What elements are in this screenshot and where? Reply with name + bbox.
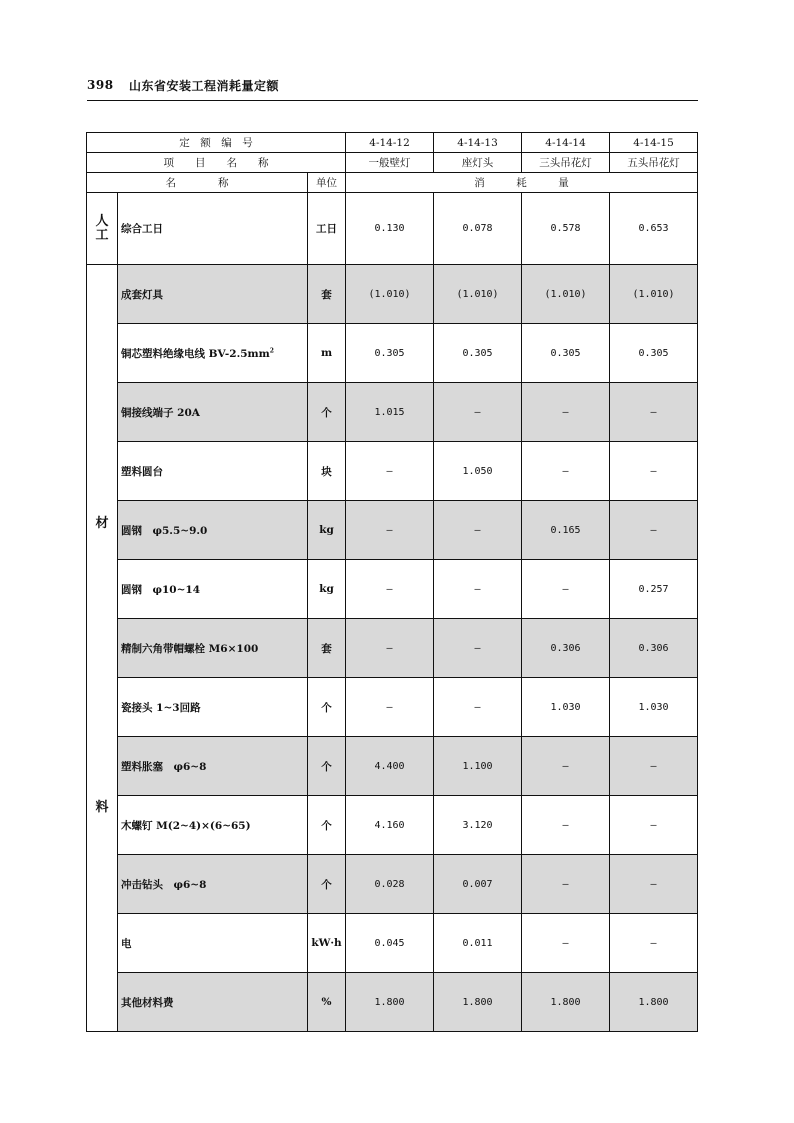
row-unit: 个 xyxy=(308,678,346,737)
row-value: 0.578 xyxy=(522,193,610,265)
row-value: 0.078 xyxy=(434,193,522,265)
row-name-text: 圆钢 φ5.5~9.0 xyxy=(121,524,208,537)
row-value: 0.306 xyxy=(610,619,698,678)
row-name xyxy=(118,973,308,1032)
material-row xyxy=(87,442,698,501)
row-name-text: 电 xyxy=(121,937,132,950)
row-value: — xyxy=(522,855,610,914)
row-unit: kg xyxy=(308,560,346,619)
row-unit: 个 xyxy=(308,796,346,855)
row-value: 1.800 xyxy=(610,973,698,1032)
row-name-text: 其他材料费 xyxy=(121,996,174,1009)
row-value: — xyxy=(522,442,610,501)
header-item-name-label: 项 目 名 称 xyxy=(87,153,346,173)
row-value: — xyxy=(522,737,610,796)
row-name xyxy=(118,619,308,678)
row-value: 1.800 xyxy=(522,973,610,1032)
row-value: — xyxy=(346,501,434,560)
row-unit: kW·h xyxy=(308,914,346,973)
row-value: — xyxy=(434,678,522,737)
row-name-text: 木螺钉 M(2~4)×(6~65) xyxy=(121,819,251,832)
row-value: — xyxy=(610,796,698,855)
material-row xyxy=(87,973,698,1032)
row-value: 1.800 xyxy=(434,973,522,1032)
material-category-char-top: 材 xyxy=(95,516,109,531)
row-unit: 块 xyxy=(308,442,346,501)
row-value: 1.800 xyxy=(346,973,434,1032)
row-value: 0.305 xyxy=(434,324,522,383)
row-value: — xyxy=(522,914,610,973)
row-name-text: 精制六角带帽螺栓 M6×100 xyxy=(121,642,259,655)
row-name xyxy=(118,914,308,973)
row-value: — xyxy=(434,383,522,442)
row-value: 1.100 xyxy=(434,737,522,796)
row-value: 0.305 xyxy=(346,324,434,383)
row-name xyxy=(118,678,308,737)
row-value: — xyxy=(522,796,610,855)
row-unit: % xyxy=(308,973,346,1032)
code-cell: 4-14-14 xyxy=(522,133,610,153)
page-title: 山东省安装工程消耗量定额 xyxy=(129,79,280,93)
col-consumption-header: 消 耗 量 xyxy=(346,173,698,193)
material-row xyxy=(87,265,698,324)
row-value: — xyxy=(346,560,434,619)
material-row xyxy=(87,737,698,796)
material-row xyxy=(87,324,698,383)
material-category-cell xyxy=(87,265,118,1032)
row-value: — xyxy=(346,619,434,678)
row-name xyxy=(118,855,308,914)
row-value: 0.165 xyxy=(522,501,610,560)
row-value: — xyxy=(346,678,434,737)
row-value: — xyxy=(610,855,698,914)
page-number: 398 xyxy=(87,78,114,92)
row-unit: kg xyxy=(308,501,346,560)
row-name-superscript: 2 xyxy=(269,347,274,354)
row-value: 0.305 xyxy=(610,324,698,383)
row-value: 1.015 xyxy=(346,383,434,442)
page-header xyxy=(87,74,698,98)
material-row xyxy=(87,619,698,678)
row-unit: 工日 xyxy=(308,193,346,265)
row-value: — xyxy=(434,619,522,678)
row-value: — xyxy=(522,383,610,442)
row-name-text: 瓷接头 1~3回路 xyxy=(121,701,201,714)
row-name xyxy=(118,265,308,324)
row-name-text: 铜芯塑料绝缘电线 BV-2.5mm xyxy=(121,347,270,360)
row-value: (1.010) xyxy=(610,265,698,324)
item-name-cell: 一般壁灯 xyxy=(346,153,434,173)
row-value: 4.160 xyxy=(346,796,434,855)
material-row xyxy=(87,501,698,560)
code-cell: 4-14-13 xyxy=(434,133,522,153)
row-value: 1.030 xyxy=(610,678,698,737)
row-value: — xyxy=(610,737,698,796)
row-name xyxy=(118,737,308,796)
row-name-text: 塑料圆台 xyxy=(121,465,163,478)
row-value: 0.130 xyxy=(346,193,434,265)
header-rule xyxy=(87,100,698,101)
row-name: 综合工日 xyxy=(118,193,308,265)
row-name xyxy=(118,501,308,560)
header-row-items xyxy=(87,153,698,173)
row-value: (1.010) xyxy=(434,265,522,324)
row-value: 0.045 xyxy=(346,914,434,973)
row-value: (1.010) xyxy=(346,265,434,324)
row-name xyxy=(118,796,308,855)
row-name-text: 塑料胀塞 φ6~8 xyxy=(121,760,207,773)
row-value: — xyxy=(346,442,434,501)
row-name xyxy=(118,442,308,501)
row-value: 0.257 xyxy=(610,560,698,619)
col-name-header: 名 称 xyxy=(87,173,308,193)
header-row-columns xyxy=(87,173,698,193)
row-value: 3.120 xyxy=(434,796,522,855)
row-name xyxy=(118,383,308,442)
row-value: 0.306 xyxy=(522,619,610,678)
row-unit: 套 xyxy=(308,619,346,678)
row-name-text: 铜接线端子 20A xyxy=(121,406,200,419)
row-value: 0.028 xyxy=(346,855,434,914)
row-value: — xyxy=(522,560,610,619)
row-unit: 个 xyxy=(308,737,346,796)
row-name-text: 成套灯具 xyxy=(121,288,163,301)
row-value: 1.030 xyxy=(522,678,610,737)
labor-category-cell xyxy=(87,193,118,265)
row-value: — xyxy=(434,560,522,619)
row-value: — xyxy=(610,914,698,973)
material-category-char-bottom: 料 xyxy=(95,800,109,815)
code-cell: 4-14-15 xyxy=(610,133,698,153)
code-cell: 4-14-12 xyxy=(346,133,434,153)
row-value: 4.400 xyxy=(346,737,434,796)
row-value: 0.007 xyxy=(434,855,522,914)
row-value: — xyxy=(434,501,522,560)
item-name-cell: 座灯头 xyxy=(434,153,522,173)
row-name xyxy=(118,324,308,383)
row-value: 0.653 xyxy=(610,193,698,265)
row-value: 0.305 xyxy=(522,324,610,383)
row-unit: 套 xyxy=(308,265,346,324)
quota-table xyxy=(86,132,698,1032)
labor-category-char: 人 xyxy=(95,213,109,229)
row-name-text: 圆钢 φ10~14 xyxy=(121,583,201,596)
header-row-codes xyxy=(87,133,698,153)
labor-row xyxy=(87,193,698,265)
header-quota-code-label: 定 额 编 号 xyxy=(87,133,346,153)
row-value: — xyxy=(610,501,698,560)
row-name xyxy=(118,560,308,619)
row-unit: 个 xyxy=(308,855,346,914)
material-row xyxy=(87,678,698,737)
material-row xyxy=(87,560,698,619)
material-row xyxy=(87,383,698,442)
labor-category-char: 工 xyxy=(95,227,109,243)
col-unit-header: 单位 xyxy=(308,173,346,193)
material-row xyxy=(87,914,698,973)
row-name-text: 冲击钻头 φ6~8 xyxy=(121,878,207,891)
material-row xyxy=(87,855,698,914)
row-value: 0.011 xyxy=(434,914,522,973)
row-unit: m xyxy=(308,324,346,383)
material-row xyxy=(87,796,698,855)
item-name-cell: 五头吊花灯 xyxy=(610,153,698,173)
row-value: 1.050 xyxy=(434,442,522,501)
row-value: — xyxy=(610,442,698,501)
row-value: (1.010) xyxy=(522,265,610,324)
row-value: — xyxy=(610,383,698,442)
row-unit: 个 xyxy=(308,383,346,442)
item-name-cell: 三头吊花灯 xyxy=(522,153,610,173)
